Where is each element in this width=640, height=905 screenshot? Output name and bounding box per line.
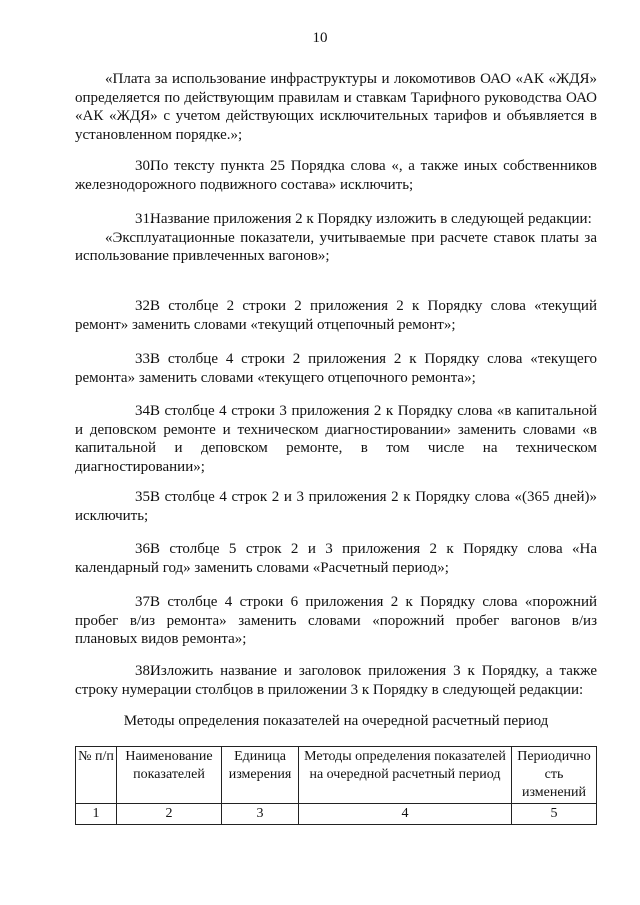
table-caption: Методы определения показателей на очередной расчетный период <box>123 713 549 729</box>
page-number: 10 <box>312 30 328 46</box>
item-number: 38. <box>135 663 154 679</box>
paragraph-34 <box>75 402 597 476</box>
item-text: По тексту пункта 25 Порядка слова «, а также иных собственников железнодорожного подвижного состава» исключить; <box>75 158 597 193</box>
item-text: В столбце 4 строки 2 приложения 2 к Порядку слова «текущего ремонта» заменить словами «текущего отцепочного ремонта»; <box>75 351 597 386</box>
header-cell-unit: Единица измерения <box>222 747 299 804</box>
paragraph-32 <box>75 297 597 334</box>
numbering-cell: 5 <box>512 804 597 825</box>
item-number: 36. <box>135 541 154 557</box>
item-text: Изложить название и заголовок приложения 3 к Порядку, а также строку нумерации столбцов в приложении 3 к Порядку в следующей редакции: <box>75 663 597 698</box>
numbering-cell: 2 <box>117 804 222 825</box>
paragraph-35 <box>75 488 597 525</box>
paragraph-quote-fee: «Плата за использование инфраструктуры и локомотивов ОАО «АК «ЖДЯ» определяется по действующим правилам и ставкам Тарифного руководства ОАО «АК «ЖДЯ» с учетом действующих исключительных тарифов и объявляется в установленном порядке.»; <box>75 71 597 143</box>
item-text: В столбце 4 строки 6 приложения 2 к Порядку слова «порожний пробег в/из ремонта» заменить словами «порожний пробег вагонов в/из плановых видов ремонта»; <box>75 594 597 647</box>
item-text: Название приложения 2 к Порядку изложить в следующей редакции: <box>150 211 592 227</box>
appendix-table <box>75 746 597 825</box>
item-quote: «Эксплуатационные показатели, учитываемые при расчете ставок платы за использование привлеченных вагонов»; <box>75 229 597 264</box>
item-text: В столбце 4 строк 2 и 3 приложения 2 к Порядку слова «(365 дней)» исключить; <box>75 489 597 524</box>
header-cell-name: Наименование показателей <box>117 747 222 804</box>
paragraph-38 <box>75 662 597 699</box>
item-text: В столбце 4 строки 3 приложения 2 к Порядку слова «в капитальной и деповском ремонте и техническом диагностировании» заменить словами «в капитальной и деповском ремонте, в том числе на техническом диагностировании»; <box>75 403 597 475</box>
paragraph-37 <box>75 593 597 649</box>
header-cell-periodicity: Периодично сть изменений <box>512 747 597 804</box>
item-number: 33. <box>135 351 154 367</box>
item-number: 30. <box>135 158 154 174</box>
table-row <box>76 804 597 825</box>
table-header-row <box>76 747 597 804</box>
item-number: 37. <box>135 594 154 610</box>
header-cell-methods: Методы определения показателей на очередной расчетный период <box>299 747 512 804</box>
paragraph-30 <box>75 157 597 194</box>
header-cell-number: № п/п <box>76 747 117 804</box>
paragraph-31 <box>75 210 597 266</box>
item-number: 35. <box>135 489 154 505</box>
numbering-cell: 1 <box>76 804 117 825</box>
numbering-cell: 3 <box>222 804 299 825</box>
item-text: В столбце 5 строк 2 и 3 приложения 2 к Порядку слова «На календарный год» заменить словами «Расчетный период»; <box>75 541 597 576</box>
paragraph-36 <box>75 540 597 577</box>
numbering-cell: 4 <box>299 804 512 825</box>
item-number: 31. <box>135 211 154 227</box>
paragraph-33 <box>75 350 597 387</box>
item-text: В столбце 2 строки 2 приложения 2 к Порядку слова «текущий ремонт» заменить словами «текущий отцепочный ремонт»; <box>75 298 597 333</box>
item-number: 34. <box>135 403 154 419</box>
item-number: 32. <box>135 298 154 314</box>
